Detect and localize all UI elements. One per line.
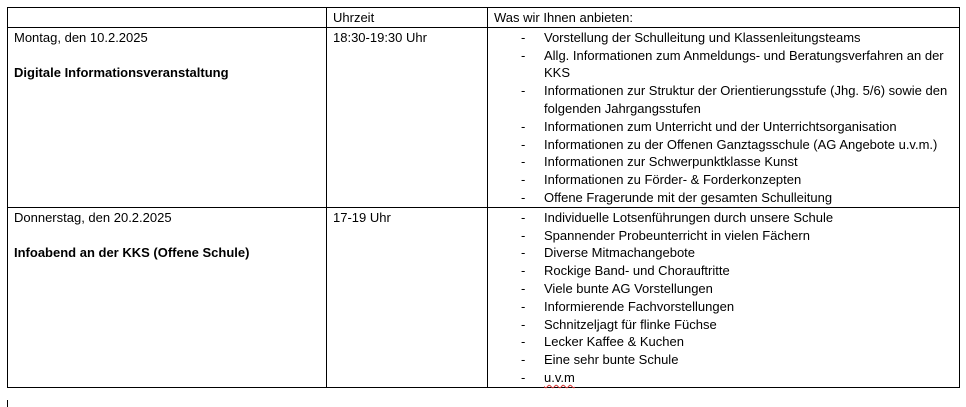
bullet-dash: -: [521, 280, 526, 296]
bullet-dash: -: [521, 189, 526, 205]
schedule-table: [7, 7, 960, 388]
table-edge-line: [7, 400, 8, 407]
bullet-dash: -: [521, 227, 526, 243]
bullet-dash: -: [521, 369, 526, 385]
offer-text: Rockige Band- und Chorauftritte: [544, 263, 730, 279]
bullet-dash: -: [521, 29, 526, 45]
list-item: [494, 316, 953, 334]
event-date: Montag, den 10.2.2025: [14, 29, 148, 45]
list-item: [494, 189, 953, 207]
list-item: [494, 136, 953, 154]
offer-text: Informationen zu der Offenen Ganztagsschule (AG Angebote u.v.m.): [544, 136, 938, 152]
list-item: [494, 118, 953, 136]
bullet-dash: -: [521, 118, 526, 134]
offers-cell: [488, 27, 960, 207]
offer-text: Informationen zu Förder- & Forderkonzepten: [544, 172, 802, 188]
offers-list: [494, 209, 953, 387]
offer-text: Vorstellung der Schulleitung und Klassenleitungsteams: [544, 29, 861, 45]
offer-text: Individuelle Lotsenführungen durch unsere Schule: [544, 209, 834, 225]
offer-text: Schnitzeljagt für flinke Füchse: [544, 316, 717, 332]
offers-cell: [488, 207, 960, 387]
offer-text: Allg. Informationen zum Anmeldungs- und Beratungsverfahren an der KKS: [544, 47, 944, 81]
list-item: [494, 280, 953, 298]
list-item: [494, 82, 953, 118]
list-item: [494, 227, 953, 245]
list-item: [494, 29, 953, 47]
offer-text: Diverse Mitmachangebote: [544, 245, 696, 261]
table-row: [8, 27, 960, 207]
offer-text: Informationen zur Schwerpunktklasse Kunst: [544, 154, 798, 170]
offer-text: Spannender Probeunterricht in vielen Fächern: [544, 227, 810, 243]
list-item: [494, 351, 953, 369]
header-row: [8, 8, 960, 28]
list-item: [494, 369, 953, 387]
bullet-dash: -: [521, 316, 526, 332]
bullet-dash: -: [521, 245, 526, 261]
bullet-dash: -: [521, 263, 526, 279]
list-item: [494, 262, 953, 280]
offer-text: Offene Fragerunde mit der gesamten Schulleitung: [544, 189, 833, 205]
list-item: [494, 171, 953, 189]
bullet-dash: -: [521, 47, 526, 63]
bullet-dash: -: [521, 154, 526, 170]
offer-text: Informationen zum Unterricht und der Unterrichtsorganisation: [544, 118, 897, 134]
table-row: [8, 207, 960, 387]
offer-text: Eine sehr bunte Schule: [544, 352, 679, 368]
event-title: Digitale Informationsveranstaltung: [14, 65, 229, 81]
list-item: [494, 298, 953, 316]
event-cell: [8, 207, 327, 387]
time-cell: 18:30-19:30 Uhr: [327, 27, 488, 207]
offer-text: Viele bunte AG Vorstellungen: [544, 280, 713, 296]
list-item: [494, 244, 953, 262]
time-cell: 17-19 Uhr: [327, 207, 488, 387]
bullet-dash: -: [521, 136, 526, 152]
bullet-dash: -: [521, 172, 526, 188]
event-title: Infoabend an der KKS (Offene Schule): [14, 245, 250, 261]
bullet-dash: -: [521, 83, 526, 99]
header-cell-time: Uhrzeit: [327, 8, 488, 28]
offer-text: Informierende Fachvorstellungen: [544, 298, 735, 314]
bullet-dash: -: [521, 298, 526, 314]
header-cell-offers: Was wir Ihnen anbieten:: [488, 8, 960, 28]
offers-list: [494, 29, 953, 207]
event-date: Donnerstag, den 20.2.2025: [14, 209, 172, 225]
list-item: [494, 333, 953, 351]
list-item: [494, 47, 953, 83]
list-item: [494, 153, 953, 171]
bullet-dash: -: [521, 334, 526, 350]
offer-text: Lecker Kaffee & Kuchen: [544, 334, 684, 350]
header-cell-empty: [8, 8, 327, 28]
event-cell: [8, 27, 327, 207]
bullet-dash: -: [521, 209, 526, 225]
list-item: [494, 209, 953, 227]
offer-text: u.v.m: [544, 369, 575, 385]
offer-text: Informationen zur Struktur der Orientierungsstufe (Jhg. 5/6) sowie den folgenden Jahrgangsstufen: [544, 83, 948, 116]
bullet-dash: -: [521, 352, 526, 368]
